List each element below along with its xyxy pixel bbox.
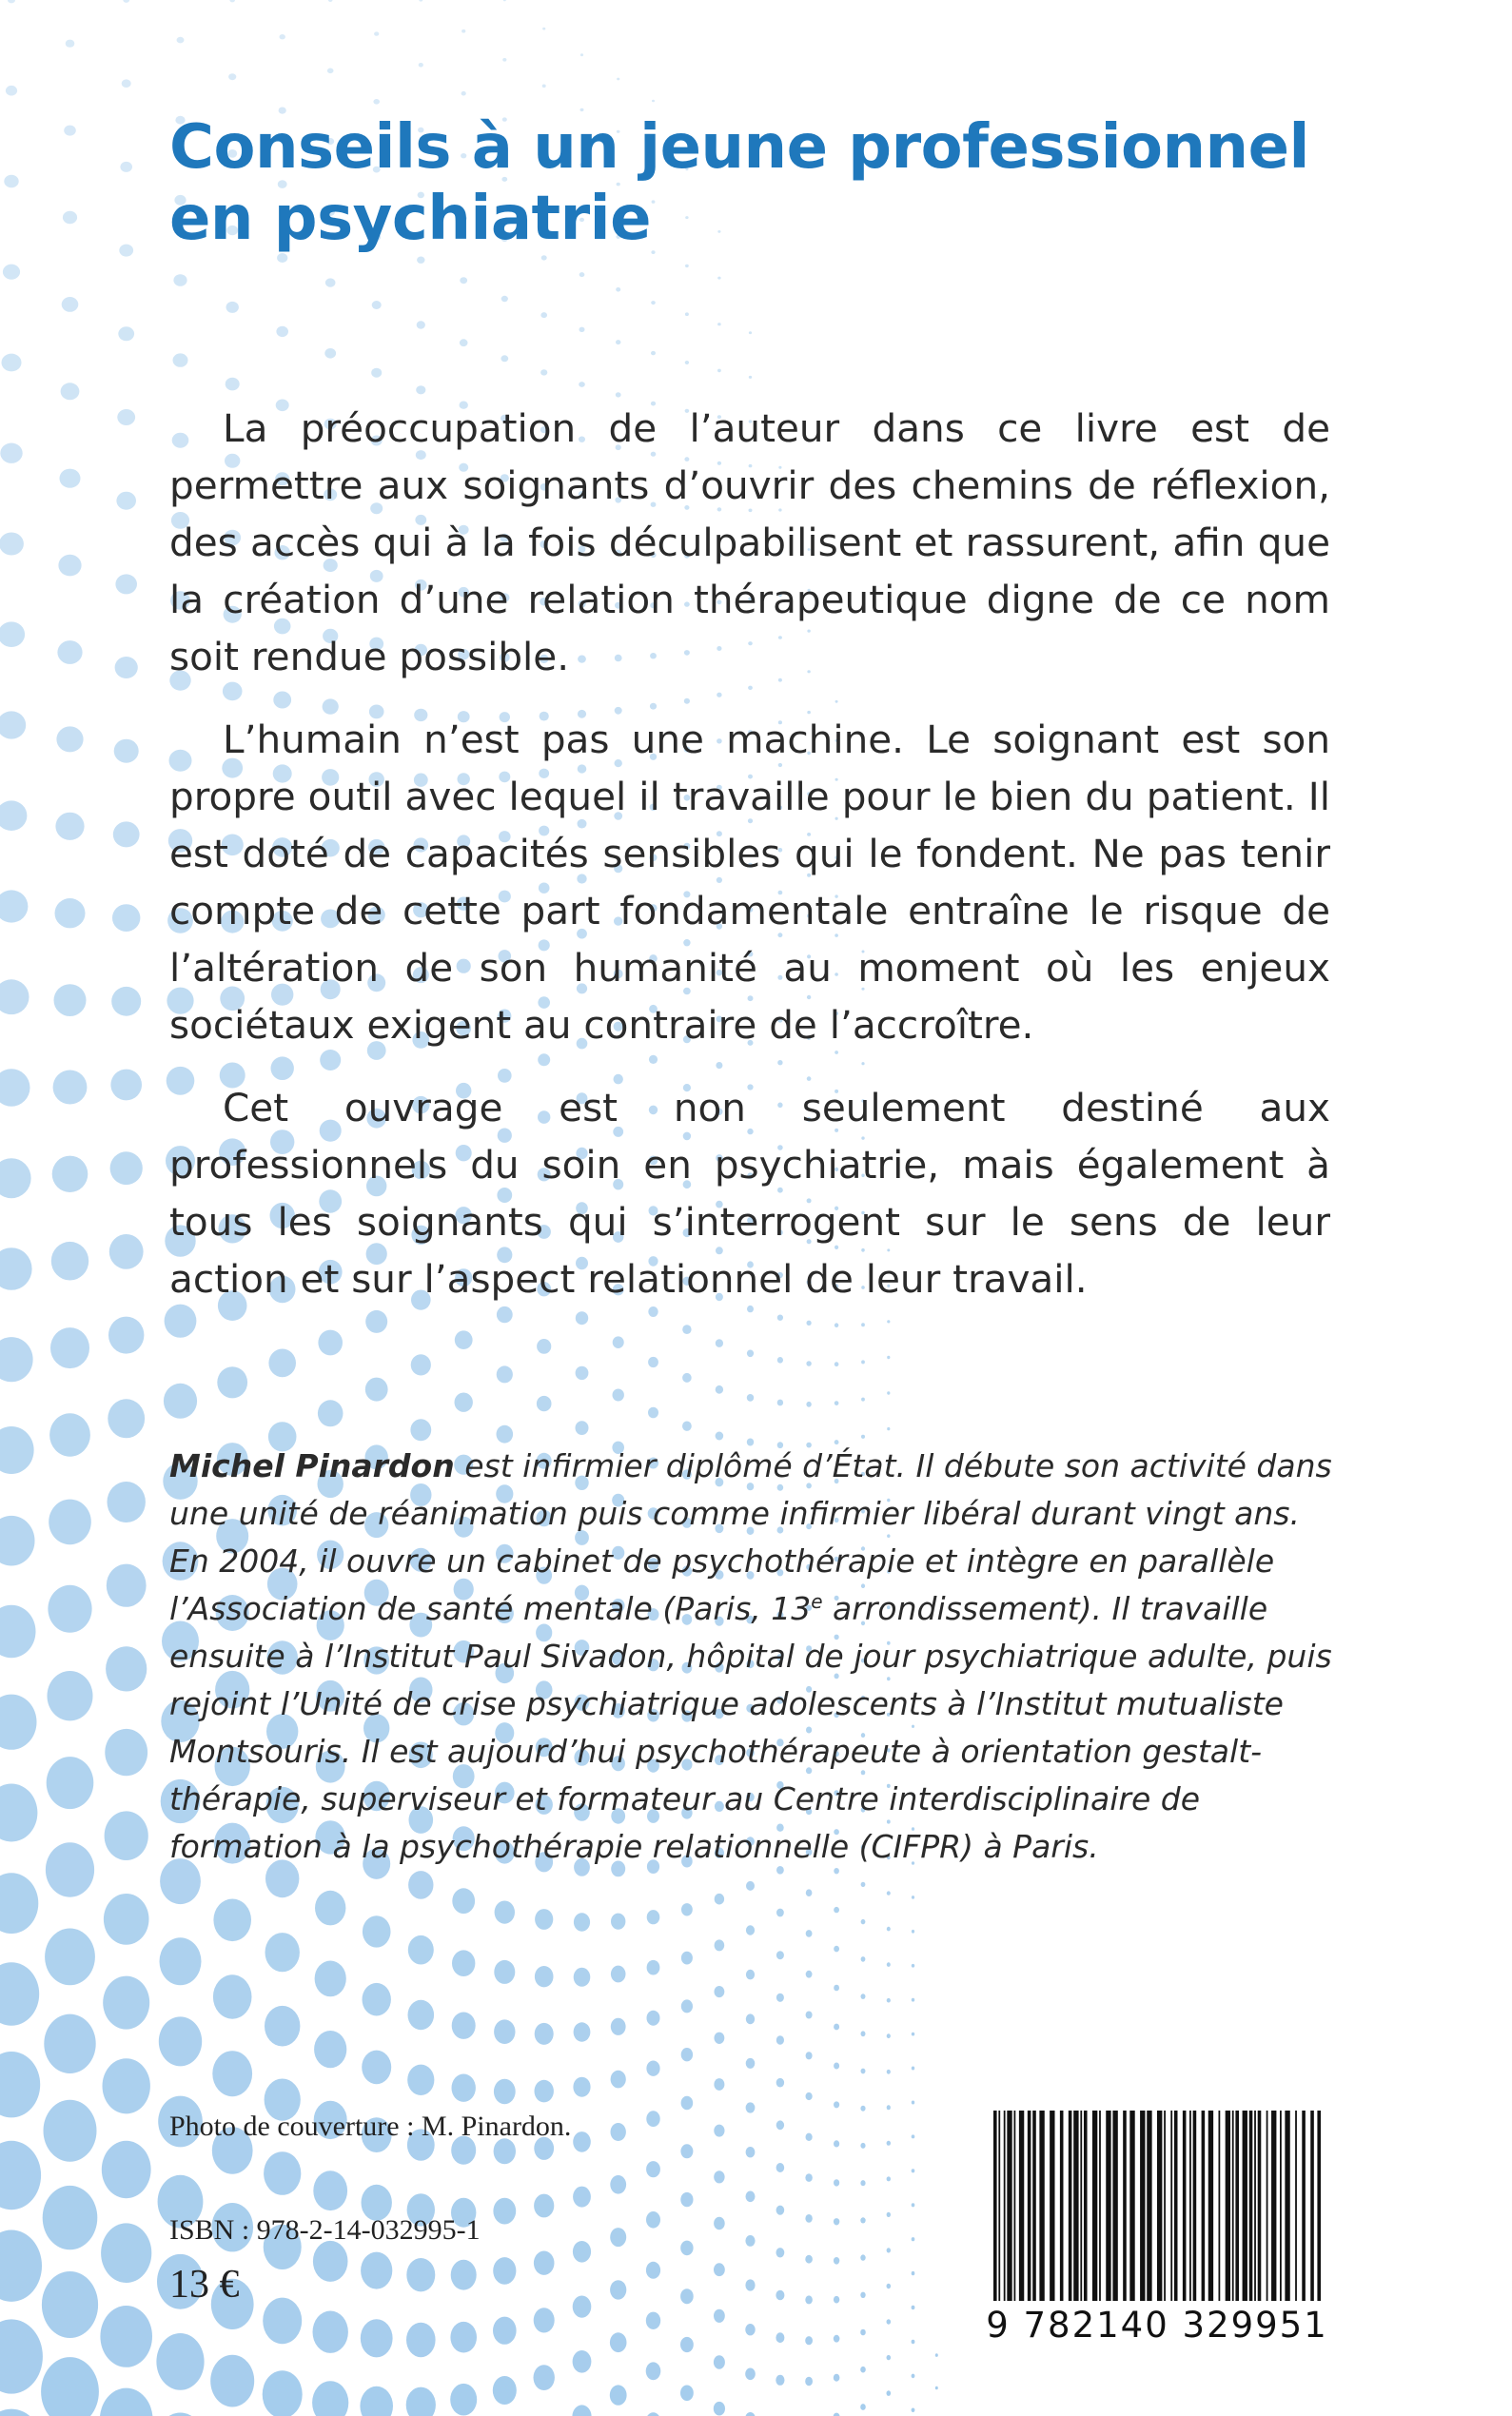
barcode-bar bbox=[1106, 2111, 1110, 2301]
barcode-bars bbox=[993, 2111, 1321, 2301]
barcode-bar bbox=[1249, 2111, 1253, 2301]
price: 13 € bbox=[169, 2263, 240, 2307]
barcode-number: 9 782140 329951 bbox=[986, 2305, 1328, 2346]
barcode-bar bbox=[1019, 2111, 1024, 2301]
barcode-bar bbox=[1208, 2111, 1213, 2301]
barcode-bar bbox=[998, 2111, 1000, 2301]
barcode-bar bbox=[1092, 2111, 1097, 2301]
barcode-bar bbox=[1226, 2111, 1230, 2301]
title-line-2: en psychiatrie bbox=[169, 183, 651, 254]
summary-text bbox=[169, 400, 1330, 1333]
barcode-bar bbox=[1099, 2111, 1101, 2301]
barcode-bar bbox=[1060, 2111, 1064, 2301]
title-line-1: Conseils à un jeune professionnel bbox=[169, 112, 1309, 183]
barcode-bar bbox=[1140, 2111, 1145, 2301]
barcode-bar bbox=[1174, 2111, 1178, 2301]
barcode-bar bbox=[1189, 2111, 1191, 2301]
barcode-bar bbox=[1219, 2111, 1221, 2301]
author-bio-text-a: est infirmier diplômé d’État. Il débute son activité dans une unité de réanimation puis comme infirmier libéral durant vingt ans. En 2004, il ouvre un cabinet de psychothérapie et intègre en parallèle l’Association de santé mentale (Paris, 13 bbox=[169, 1447, 1332, 1627]
barcode-bar bbox=[1039, 2111, 1044, 2301]
barcode-bar bbox=[1164, 2111, 1166, 2301]
barcode-bar bbox=[1080, 2111, 1082, 2301]
summary-paragraph-3: Cet ouvrage est non seulement destiné aux professionnels du soin en psychiatrie, mais également à tous les soignants qui s’interrogent sur le sens de leur action et sur l’aspect relationnel de leur travail. bbox=[169, 1085, 1330, 1302]
barcode-bar bbox=[1258, 2111, 1262, 2301]
summary-paragraph-2: L’humain n’est pas une machine. Le soignant est son propre outil avec lequel il travaille pour le bien du patient. Il est doté de capacités sensibles qui le fondent. Ne pas tenir compte de cette part fondamentale entraîne le risque de l’altération de son humanité au moment où les enjeux sociétaux exigent au contraire de l’accroître. bbox=[169, 717, 1330, 1048]
photo-credit: Photo de couverture : M. Pinardon. bbox=[169, 2111, 572, 2142]
barcode bbox=[982, 2103, 1332, 2360]
barcode-bar bbox=[1147, 2111, 1151, 2301]
barcode-bar bbox=[1157, 2111, 1162, 2301]
barcode-bar bbox=[1004, 2111, 1006, 2301]
barcode-bar bbox=[1310, 2111, 1314, 2301]
barcode-bar bbox=[1028, 2111, 1031, 2301]
barcode-bar bbox=[1014, 2111, 1016, 2301]
barcode-bar bbox=[1232, 2111, 1234, 2301]
barcode-bar bbox=[1112, 2111, 1117, 2301]
author-bio-text-b: arrondissement). Il travaille ensuite à l’Institut Paul Sivadon, hôpital de jour psychiatrique adulte, puis rejoint l’Unité de crise psychiatrique adolescents à l’Institut mutualiste Montsouris. Il est aujourd’hui psychothérapeute à orientation gestalt-thérapie, superviseur et formateur au Centre interdisciplinaire de formation à la psychothérapie relationnelle (CIFPR) à Paris. bbox=[169, 1590, 1332, 1865]
author-bio-superscript: e bbox=[811, 1590, 823, 1613]
barcode-bar bbox=[1202, 2111, 1206, 2301]
barcode-bar bbox=[1183, 2111, 1187, 2301]
barcode-bar bbox=[1050, 2111, 1054, 2301]
author-name: Michel Pinardon bbox=[169, 1447, 455, 1484]
barcode-bar bbox=[1073, 2111, 1078, 2301]
barcode-bar bbox=[1193, 2111, 1197, 2301]
barcode-bar bbox=[1295, 2111, 1297, 2301]
barcode-bar bbox=[1069, 2111, 1072, 2301]
isbn: ISBN : 978-2-14-032995-1 bbox=[169, 2214, 481, 2246]
barcode-bar bbox=[1084, 2111, 1088, 2301]
barcode-bar bbox=[1129, 2111, 1134, 2301]
barcode-bar bbox=[1032, 2111, 1036, 2301]
book-title bbox=[169, 112, 1349, 255]
barcode-bar bbox=[1254, 2111, 1256, 2301]
barcode-bar bbox=[1267, 2111, 1268, 2301]
barcode-bar bbox=[1235, 2111, 1239, 2301]
summary-paragraph-1: La préoccupation de l’auteur dans ce livre est de permettre aux soignants d’ouvrir des chemins de réflexion, des accès qui à la fois déculpabilisent et rassurent, afin que la création d’une relation thérapeutique digne de ce nom soit rendue possible. bbox=[169, 405, 1330, 679]
barcode-bar bbox=[1007, 2111, 1011, 2301]
barcode-bar bbox=[1285, 2111, 1289, 2301]
barcode-bar bbox=[1271, 2111, 1276, 2301]
barcode-bar bbox=[1170, 2111, 1172, 2301]
barcode-bar bbox=[1317, 2111, 1321, 2301]
barcode-bar bbox=[1302, 2111, 1306, 2301]
author-bio bbox=[169, 1443, 1335, 1871]
barcode-bar bbox=[1123, 2111, 1127, 2301]
barcode-bar bbox=[993, 2111, 997, 2301]
barcode-bar bbox=[1280, 2111, 1282, 2301]
barcode-bar bbox=[1243, 2111, 1247, 2301]
